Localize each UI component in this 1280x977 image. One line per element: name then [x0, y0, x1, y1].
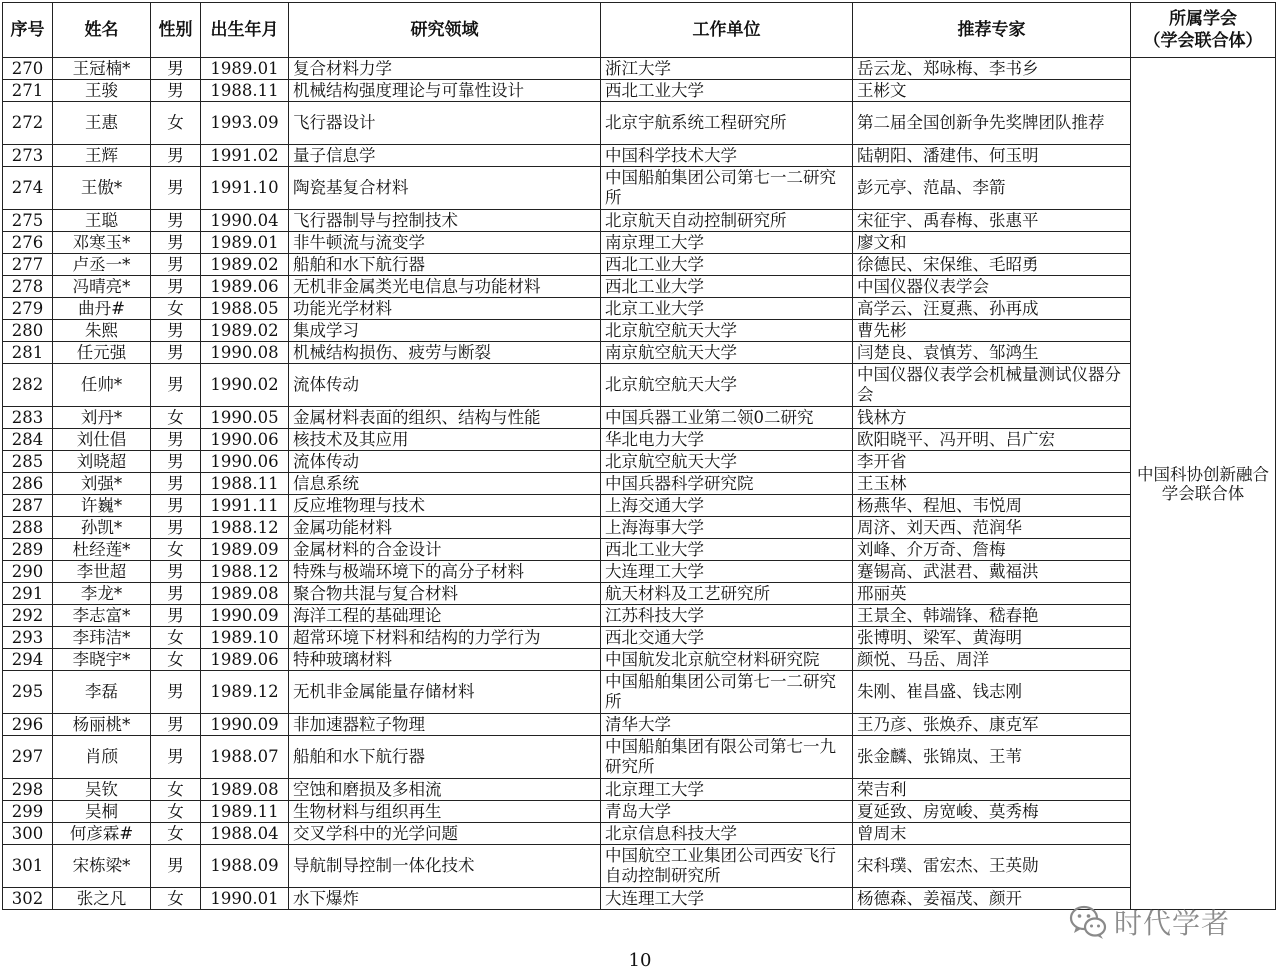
cell-gender: 男	[151, 561, 201, 583]
cell-field: 量子信息学	[289, 145, 601, 167]
cell-employer: 清华大学	[601, 714, 853, 736]
cell-field: 核技术及其应用	[289, 429, 601, 451]
header-recommender: 推荐专家	[853, 3, 1131, 58]
cell-seq: 273	[3, 145, 53, 167]
cell-field: 无机非金属能量存储材料	[289, 671, 601, 714]
watermark	[1068, 900, 1230, 944]
cell-name: 宋栋梁*	[53, 845, 151, 888]
cell-field: 流体传动	[289, 451, 601, 473]
cell-field: 复合材料力学	[289, 58, 601, 80]
cell-birth: 1989.06	[201, 276, 289, 298]
cell-birth: 1989.08	[201, 779, 289, 801]
cell-field: 机械结构损伤、疲劳与断裂	[289, 342, 601, 364]
cell-gender: 男	[151, 583, 201, 605]
table-row	[3, 320, 1276, 342]
cell-name: 孙凯*	[53, 517, 151, 539]
cell-birth: 1990.09	[201, 714, 289, 736]
cell-field: 金属材料的合金设计	[289, 539, 601, 561]
cell-birth: 1988.11	[201, 80, 289, 102]
cell-recommender: 中国仪器仪表学会	[853, 276, 1131, 298]
cell-name: 杜经莲*	[53, 539, 151, 561]
cell-gender: 女	[151, 801, 201, 823]
cell-recommender: 张博明、梁军、黄海明	[853, 627, 1131, 649]
cell-recommender: 周济、刘天西、范润华	[853, 517, 1131, 539]
cell-recommender: 荣吉利	[853, 779, 1131, 801]
cell-name: 王骏	[53, 80, 151, 102]
cell-seq: 270	[3, 58, 53, 80]
cell-field: 陶瓷基复合材料	[289, 167, 601, 210]
cell-birth: 1989.10	[201, 627, 289, 649]
cell-field: 非加速器粒子物理	[289, 714, 601, 736]
header-society-line2: （学会联合体）	[1143, 31, 1263, 51]
cell-recommender: 高学云、汪夏燕、孙再成	[853, 298, 1131, 320]
cell-name: 王惠	[53, 102, 151, 145]
cell-seq: 286	[3, 473, 53, 495]
cell-employer: 西北工业大学	[601, 276, 853, 298]
table-row	[3, 232, 1276, 254]
cell-employer: 大连理工大学	[601, 888, 853, 910]
cell-birth: 1989.02	[201, 254, 289, 276]
cell-birth: 1991.11	[201, 495, 289, 517]
cell-gender: 男	[151, 276, 201, 298]
header-name: 姓名	[53, 3, 151, 58]
table-row	[3, 473, 1276, 495]
header-society-line1: 所属学会	[1169, 9, 1237, 29]
cell-name: 张之凡	[53, 888, 151, 910]
cell-name: 许巍*	[53, 495, 151, 517]
cell-recommender: 朱刚、崔昌盛、钱志刚	[853, 671, 1131, 714]
cell-field: 飞行器制导与控制技术	[289, 210, 601, 232]
cell-name: 冯晴亮*	[53, 276, 151, 298]
cell-seq: 297	[3, 736, 53, 779]
cell-name: 王冠楠*	[53, 58, 151, 80]
cell-birth: 1990.08	[201, 342, 289, 364]
cell-recommender: 张金麟、张锦岚、王苇	[853, 736, 1131, 779]
cell-name: 吴桐	[53, 801, 151, 823]
cell-name: 王辉	[53, 145, 151, 167]
cell-seq: 278	[3, 276, 53, 298]
cell-gender: 男	[151, 167, 201, 210]
cell-gender: 女	[151, 779, 201, 801]
cell-name: 李玮洁*	[53, 627, 151, 649]
cell-employer: 西北工业大学	[601, 539, 853, 561]
cell-seq: 291	[3, 583, 53, 605]
cell-recommender: 曹先彬	[853, 320, 1131, 342]
table-row	[3, 495, 1276, 517]
cell-gender: 女	[151, 649, 201, 671]
cell-employer: 上海海事大学	[601, 517, 853, 539]
cell-name: 刘强*	[53, 473, 151, 495]
cell-name: 王聪	[53, 210, 151, 232]
cell-birth: 1991.10	[201, 167, 289, 210]
cell-seq: 285	[3, 451, 53, 473]
cell-seq: 296	[3, 714, 53, 736]
table-row	[3, 407, 1276, 429]
watermark-text: 时代学者	[1114, 907, 1231, 940]
cell-field: 反应堆物理与技术	[289, 495, 601, 517]
cell-gender: 女	[151, 102, 201, 145]
cell-employer: 江苏科技大学	[601, 605, 853, 627]
cell-recommender: 杨燕华、程旭、韦悦周	[853, 495, 1131, 517]
cell-birth: 1989.01	[201, 232, 289, 254]
cell-gender: 女	[151, 407, 201, 429]
cell-seq: 276	[3, 232, 53, 254]
cell-seq: 300	[3, 823, 53, 845]
cell-employer: 西北工业大学	[601, 254, 853, 276]
cell-employer: 中国兵器工业第二领0二研究	[601, 407, 853, 429]
cell-field: 飞行器设计	[289, 102, 601, 145]
cell-employer: 北京理工大学	[601, 779, 853, 801]
cell-recommender: 徐德民、宋保维、毛昭勇	[853, 254, 1131, 276]
table-row	[3, 779, 1276, 801]
cell-seq: 277	[3, 254, 53, 276]
cell-employer: 中国兵器科学研究院	[601, 473, 853, 495]
cell-birth: 1993.09	[201, 102, 289, 145]
cell-recommender: 王乃彦、张焕乔、康克军	[853, 714, 1131, 736]
cell-birth: 1989.08	[201, 583, 289, 605]
cell-birth: 1988.04	[201, 823, 289, 845]
cell-seq: 293	[3, 627, 53, 649]
cell-field: 空蚀和磨损及多相流	[289, 779, 601, 801]
cell-employer: 中国航发北京航空材料研究院	[601, 649, 853, 671]
cell-name: 任帅*	[53, 364, 151, 407]
cell-gender: 男	[151, 473, 201, 495]
cell-recommender: 钱林方	[853, 407, 1131, 429]
cell-gender: 男	[151, 254, 201, 276]
cell-name: 李磊	[53, 671, 151, 714]
cell-seq: 271	[3, 80, 53, 102]
cell-society: 中国科协创新融合学会联合体	[1131, 58, 1276, 910]
cell-gender: 男	[151, 210, 201, 232]
cell-name: 刘晓超	[53, 451, 151, 473]
cell-birth: 1990.05	[201, 407, 289, 429]
cell-birth: 1988.12	[201, 561, 289, 583]
cell-seq: 295	[3, 671, 53, 714]
cell-employer: 大连理工大学	[601, 561, 853, 583]
cell-employer: 北京航空航天大学	[601, 364, 853, 407]
cell-seq: 290	[3, 561, 53, 583]
cell-birth: 1988.12	[201, 517, 289, 539]
table-row	[3, 451, 1276, 473]
cell-field: 超常环境下材料和结构的力学行为	[289, 627, 601, 649]
cell-name: 任元强	[53, 342, 151, 364]
cell-recommender: 彭元亭、范晶、李箭	[853, 167, 1131, 210]
cell-gender: 男	[151, 58, 201, 80]
cell-gender: 男	[151, 605, 201, 627]
cell-birth: 1988.11	[201, 473, 289, 495]
cell-recommender: 邢丽英	[853, 583, 1131, 605]
cell-seq: 282	[3, 364, 53, 407]
cell-recommender: 闫楚良、袁慎芳、邹鸿生	[853, 342, 1131, 364]
header-society	[1131, 3, 1276, 58]
header-field: 研究领域	[289, 3, 601, 58]
cell-employer: 航天材料及工艺研究所	[601, 583, 853, 605]
cell-field: 机械结构强度理论与可靠性设计	[289, 80, 601, 102]
cell-seq: 283	[3, 407, 53, 429]
header-employer: 工作单位	[601, 3, 853, 58]
cell-employer: 中国船舶集团公司第七一二研究所	[601, 167, 853, 210]
cell-name: 吴钦	[53, 779, 151, 801]
cell-gender: 男	[151, 736, 201, 779]
cell-field: 功能光学材料	[289, 298, 601, 320]
table-row	[3, 714, 1276, 736]
table-row	[3, 517, 1276, 539]
cell-field: 金属材料表面的组织、结构与性能	[289, 407, 601, 429]
table-row	[3, 671, 1276, 714]
cell-recommender: 王玉林	[853, 473, 1131, 495]
table-row	[3, 58, 1276, 80]
cell-birth: 1989.06	[201, 649, 289, 671]
cell-recommender: 颜悦、马岳、周洋	[853, 649, 1131, 671]
cell-field: 特殊与极端环境下的高分子材料	[289, 561, 601, 583]
table-row	[3, 429, 1276, 451]
cell-field: 金属功能材料	[289, 517, 601, 539]
cell-gender: 男	[151, 429, 201, 451]
cell-seq: 272	[3, 102, 53, 145]
cell-recommender: 欧阳晓平、冯开明、吕广宏	[853, 429, 1131, 451]
cell-name: 杨丽桃*	[53, 714, 151, 736]
cell-recommender: 蹇锡高、武湛君、戴福洪	[853, 561, 1131, 583]
cell-seq: 274	[3, 167, 53, 210]
cell-birth: 1990.06	[201, 451, 289, 473]
cell-birth: 1988.09	[201, 845, 289, 888]
cell-employer: 上海交通大学	[601, 495, 853, 517]
cell-seq: 287	[3, 495, 53, 517]
cell-employer: 西北工业大学	[601, 80, 853, 102]
table-row	[3, 561, 1276, 583]
table-row	[3, 539, 1276, 561]
cell-seq: 289	[3, 539, 53, 561]
cell-employer: 北京航空航天大学	[601, 320, 853, 342]
cell-gender: 女	[151, 888, 201, 910]
cell-name: 刘丹*	[53, 407, 151, 429]
cell-employer: 北京航空航天大学	[601, 451, 853, 473]
page-number: 10	[628, 950, 652, 971]
table-row	[3, 167, 1276, 210]
cell-name: 肖颀	[53, 736, 151, 779]
table-row	[3, 80, 1276, 102]
header-seq: 序号	[3, 3, 53, 58]
cell-employer: 南京航空航天大学	[601, 342, 853, 364]
cell-gender: 男	[151, 671, 201, 714]
nominee-table	[2, 2, 1276, 910]
cell-employer: 北京宇航系统工程研究所	[601, 102, 853, 145]
cell-gender: 男	[151, 517, 201, 539]
cell-birth: 1989.01	[201, 58, 289, 80]
table-row	[3, 254, 1276, 276]
cell-recommender: 刘峰、介万奇、詹梅	[853, 539, 1131, 561]
cell-employer: 中国科学技术大学	[601, 145, 853, 167]
cell-recommender: 杨德森、姜福茂、颜开	[853, 888, 1131, 910]
cell-seq: 280	[3, 320, 53, 342]
table-row	[3, 342, 1276, 364]
header-row	[3, 3, 1276, 58]
cell-field: 生物材料与组织再生	[289, 801, 601, 823]
cell-birth: 1990.02	[201, 364, 289, 407]
cell-gender: 男	[151, 364, 201, 407]
cell-field: 非牛顿流与流变学	[289, 232, 601, 254]
cell-name: 李晓宇*	[53, 649, 151, 671]
cell-name: 卢丞一*	[53, 254, 151, 276]
cell-field: 特种玻璃材料	[289, 649, 601, 671]
cell-name: 李志富*	[53, 605, 151, 627]
cell-name: 王傲*	[53, 167, 151, 210]
cell-name: 邓寒玉*	[53, 232, 151, 254]
cell-name: 李世超	[53, 561, 151, 583]
table-row	[3, 364, 1276, 407]
cell-gender: 男	[151, 845, 201, 888]
cell-birth: 1990.01	[201, 888, 289, 910]
cell-birth: 1988.07	[201, 736, 289, 779]
cell-field: 水下爆炸	[289, 888, 601, 910]
cell-birth: 1990.04	[201, 210, 289, 232]
cell-seq: 275	[3, 210, 53, 232]
cell-gender: 女	[151, 539, 201, 561]
cell-employer: 南京理工大学	[601, 232, 853, 254]
cell-birth: 1989.12	[201, 671, 289, 714]
cell-recommender: 宋征宇、禹春梅、张惠平	[853, 210, 1131, 232]
cell-name: 朱熙	[53, 320, 151, 342]
table-row	[3, 801, 1276, 823]
cell-recommender: 廖文和	[853, 232, 1131, 254]
cell-field: 船舶和水下航行器	[289, 736, 601, 779]
cell-gender: 女	[151, 823, 201, 845]
cell-field: 流体传动	[289, 364, 601, 407]
cell-seq: 301	[3, 845, 53, 888]
table-row	[3, 145, 1276, 167]
cell-gender: 男	[151, 320, 201, 342]
cell-gender: 男	[151, 145, 201, 167]
table-row	[3, 823, 1276, 845]
table-row	[3, 298, 1276, 320]
cell-recommender: 宋科璞、雷宏杰、王英勋	[853, 845, 1131, 888]
table-row	[3, 845, 1276, 888]
cell-recommender: 王景全、韩端锋、嵇春艳	[853, 605, 1131, 627]
cell-seq: 284	[3, 429, 53, 451]
cell-employer: 华北电力大学	[601, 429, 853, 451]
cell-field: 集成学习	[289, 320, 601, 342]
cell-recommender: 曾周末	[853, 823, 1131, 845]
cell-employer: 浙江大学	[601, 58, 853, 80]
cell-name: 李龙*	[53, 583, 151, 605]
cell-employer: 中国船舶集团有限公司第七一九研究所	[601, 736, 853, 779]
cell-gender: 女	[151, 627, 201, 649]
cell-birth: 1990.09	[201, 605, 289, 627]
cell-recommender: 中国仪器仪表学会机械量测试仪器分会	[853, 364, 1131, 407]
cell-field: 交叉学科中的光学问题	[289, 823, 601, 845]
cell-seq: 288	[3, 517, 53, 539]
table-row	[3, 649, 1276, 671]
cell-field: 海洋工程的基础理论	[289, 605, 601, 627]
cell-seq: 279	[3, 298, 53, 320]
cell-birth: 1990.06	[201, 429, 289, 451]
cell-recommender: 夏延致、房宽峻、莫秀梅	[853, 801, 1131, 823]
cell-employer: 北京工业大学	[601, 298, 853, 320]
cell-birth: 1989.09	[201, 539, 289, 561]
table-row	[3, 583, 1276, 605]
table-row	[3, 210, 1276, 232]
cell-name: 何彦霖#	[53, 823, 151, 845]
cell-recommender: 李开省	[853, 451, 1131, 473]
cell-gender: 女	[151, 298, 201, 320]
table-row	[3, 627, 1276, 649]
cell-name: 刘仕倡	[53, 429, 151, 451]
cell-seq: 299	[3, 801, 53, 823]
cell-seq: 294	[3, 649, 53, 671]
cell-gender: 男	[151, 342, 201, 364]
cell-seq: 298	[3, 779, 53, 801]
cell-gender: 男	[151, 80, 201, 102]
table-row	[3, 736, 1276, 779]
cell-gender: 男	[151, 714, 201, 736]
cell-field: 信息系统	[289, 473, 601, 495]
cell-gender: 男	[151, 232, 201, 254]
cell-seq: 302	[3, 888, 53, 910]
cell-employer: 中国船舶集团公司第七一二研究所	[601, 671, 853, 714]
cell-birth: 1988.05	[201, 298, 289, 320]
cell-name: 曲丹#	[53, 298, 151, 320]
table-row	[3, 605, 1276, 627]
cell-birth: 1989.11	[201, 801, 289, 823]
table-row	[3, 276, 1276, 298]
cell-recommender: 陆朝阳、潘建伟、何玉明	[853, 145, 1131, 167]
cell-gender: 男	[151, 451, 201, 473]
cell-employer: 青岛大学	[601, 801, 853, 823]
cell-gender: 男	[151, 495, 201, 517]
cell-recommender: 第二届全国创新争先奖牌团队推荐	[853, 102, 1131, 145]
cell-birth: 1989.02	[201, 320, 289, 342]
cell-field: 聚合物共混与复合材料	[289, 583, 601, 605]
table-body	[3, 58, 1276, 910]
cell-employer: 中国航空工业集团公司西安飞行自动控制研究所	[601, 845, 853, 888]
cell-field: 无机非金属类光电信息与功能材料	[289, 276, 601, 298]
cell-recommender: 岳云龙、郑咏梅、李书乡	[853, 58, 1131, 80]
cell-seq: 281	[3, 342, 53, 364]
header-gender: 性别	[151, 3, 201, 58]
wechat-icon	[1068, 902, 1108, 942]
cell-employer: 北京航天自动控制研究所	[601, 210, 853, 232]
cell-field: 船舶和水下航行器	[289, 254, 601, 276]
cell-employer: 西北交通大学	[601, 627, 853, 649]
table-row	[3, 102, 1276, 145]
header-birth: 出生年月	[201, 3, 289, 58]
cell-field: 导航制导控制一体化技术	[289, 845, 601, 888]
cell-employer: 北京信息科技大学	[601, 823, 853, 845]
cell-seq: 292	[3, 605, 53, 627]
cell-recommender: 王彬文	[853, 80, 1131, 102]
cell-birth: 1991.02	[201, 145, 289, 167]
